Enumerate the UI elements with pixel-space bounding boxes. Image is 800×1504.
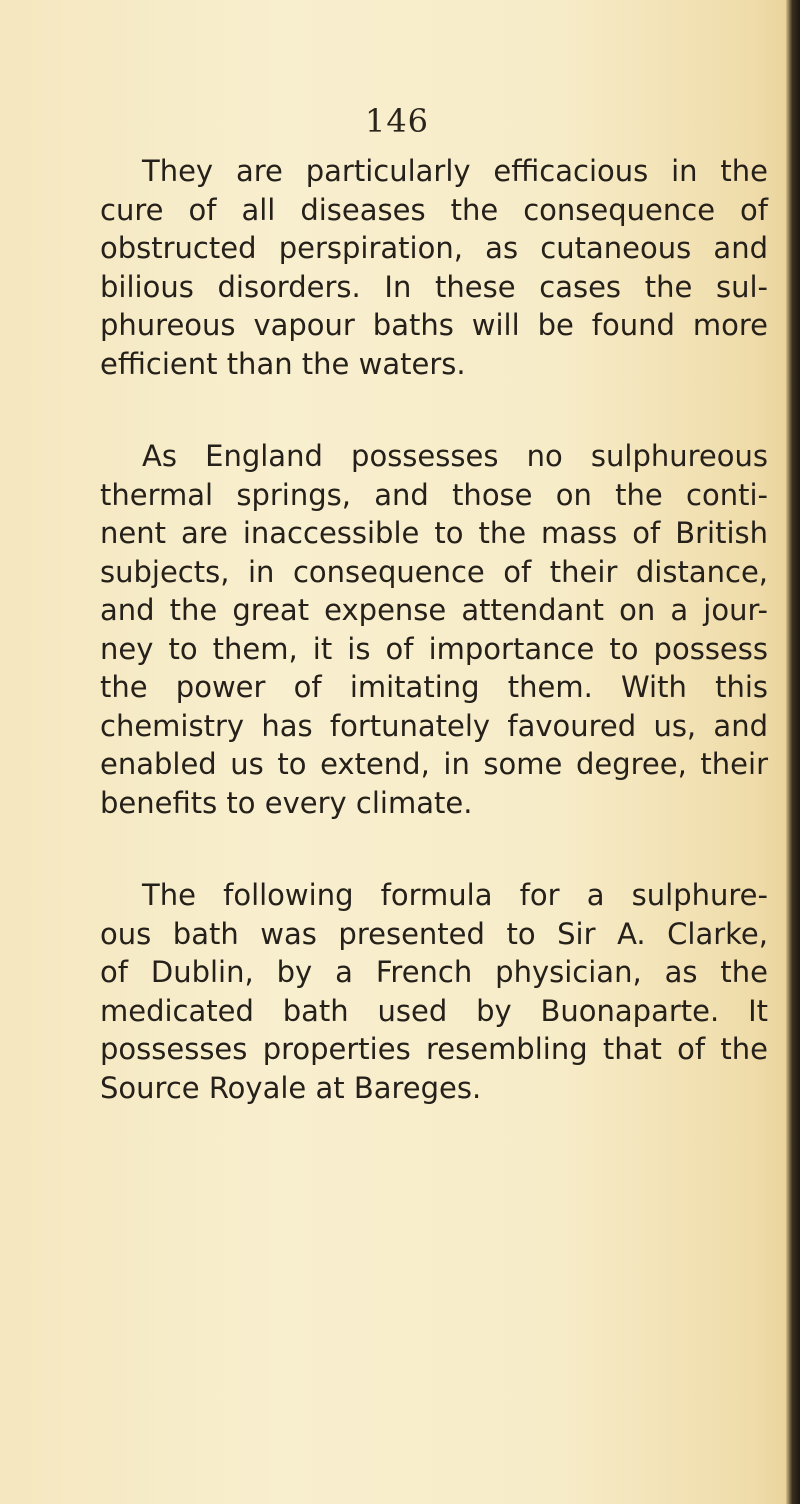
text-line: nent are inaccessible to the mass of British [100, 516, 768, 550]
text-line: bilious disorders. In these cases the sul- [100, 269, 768, 304]
text-line: medicated bath used by Buonaparte. It [100, 993, 768, 1028]
text-line: thermal springs, and those on the conti- [100, 477, 768, 512]
text-line: chemistry has fortunately favoured us, and [100, 708, 768, 743]
text-line: As England possesses no sulphureous [142, 439, 768, 473]
text-line: benefits to every climate. [100, 785, 473, 820]
text-line: ney to them, it is of importance to possess [100, 631, 768, 666]
text-line: and the great expense attendant on a jour- [100, 593, 768, 627]
text-line: enabled us to extend, in some degree, their [100, 747, 768, 781]
text-line: Source Royale at Bareges. [100, 1070, 482, 1105]
text-line: They are particularly efficacious in the [142, 154, 768, 188]
paragraph-2 [100, 437, 770, 822]
paragraph-1 [100, 152, 770, 383]
page-text [100, 152, 770, 1161]
text-line: the power of imitating them. With this [100, 670, 768, 704]
text-line: possesses properties resembling that of the [100, 1032, 768, 1066]
text-line: of Dublin, by a French physician, as the [100, 955, 768, 989]
page-edge-shadow [786, 0, 800, 1504]
text-line: ous bath was presented to Sir A. Clarke, [100, 916, 768, 951]
text-line: efficient than the waters. [100, 346, 466, 381]
paragraph-3 [100, 876, 770, 1107]
text-line: The following formula for a sulphure- [142, 878, 768, 912]
text-line: obstructed perspiration, as cutaneous and [100, 231, 768, 265]
text-line: phureous vapour baths will be found more [100, 308, 768, 342]
text-line: cure of all diseases the consequence of [100, 192, 768, 227]
page-number: 146 [364, 102, 430, 140]
text-line: subjects, in consequence of their distance, [100, 554, 768, 589]
